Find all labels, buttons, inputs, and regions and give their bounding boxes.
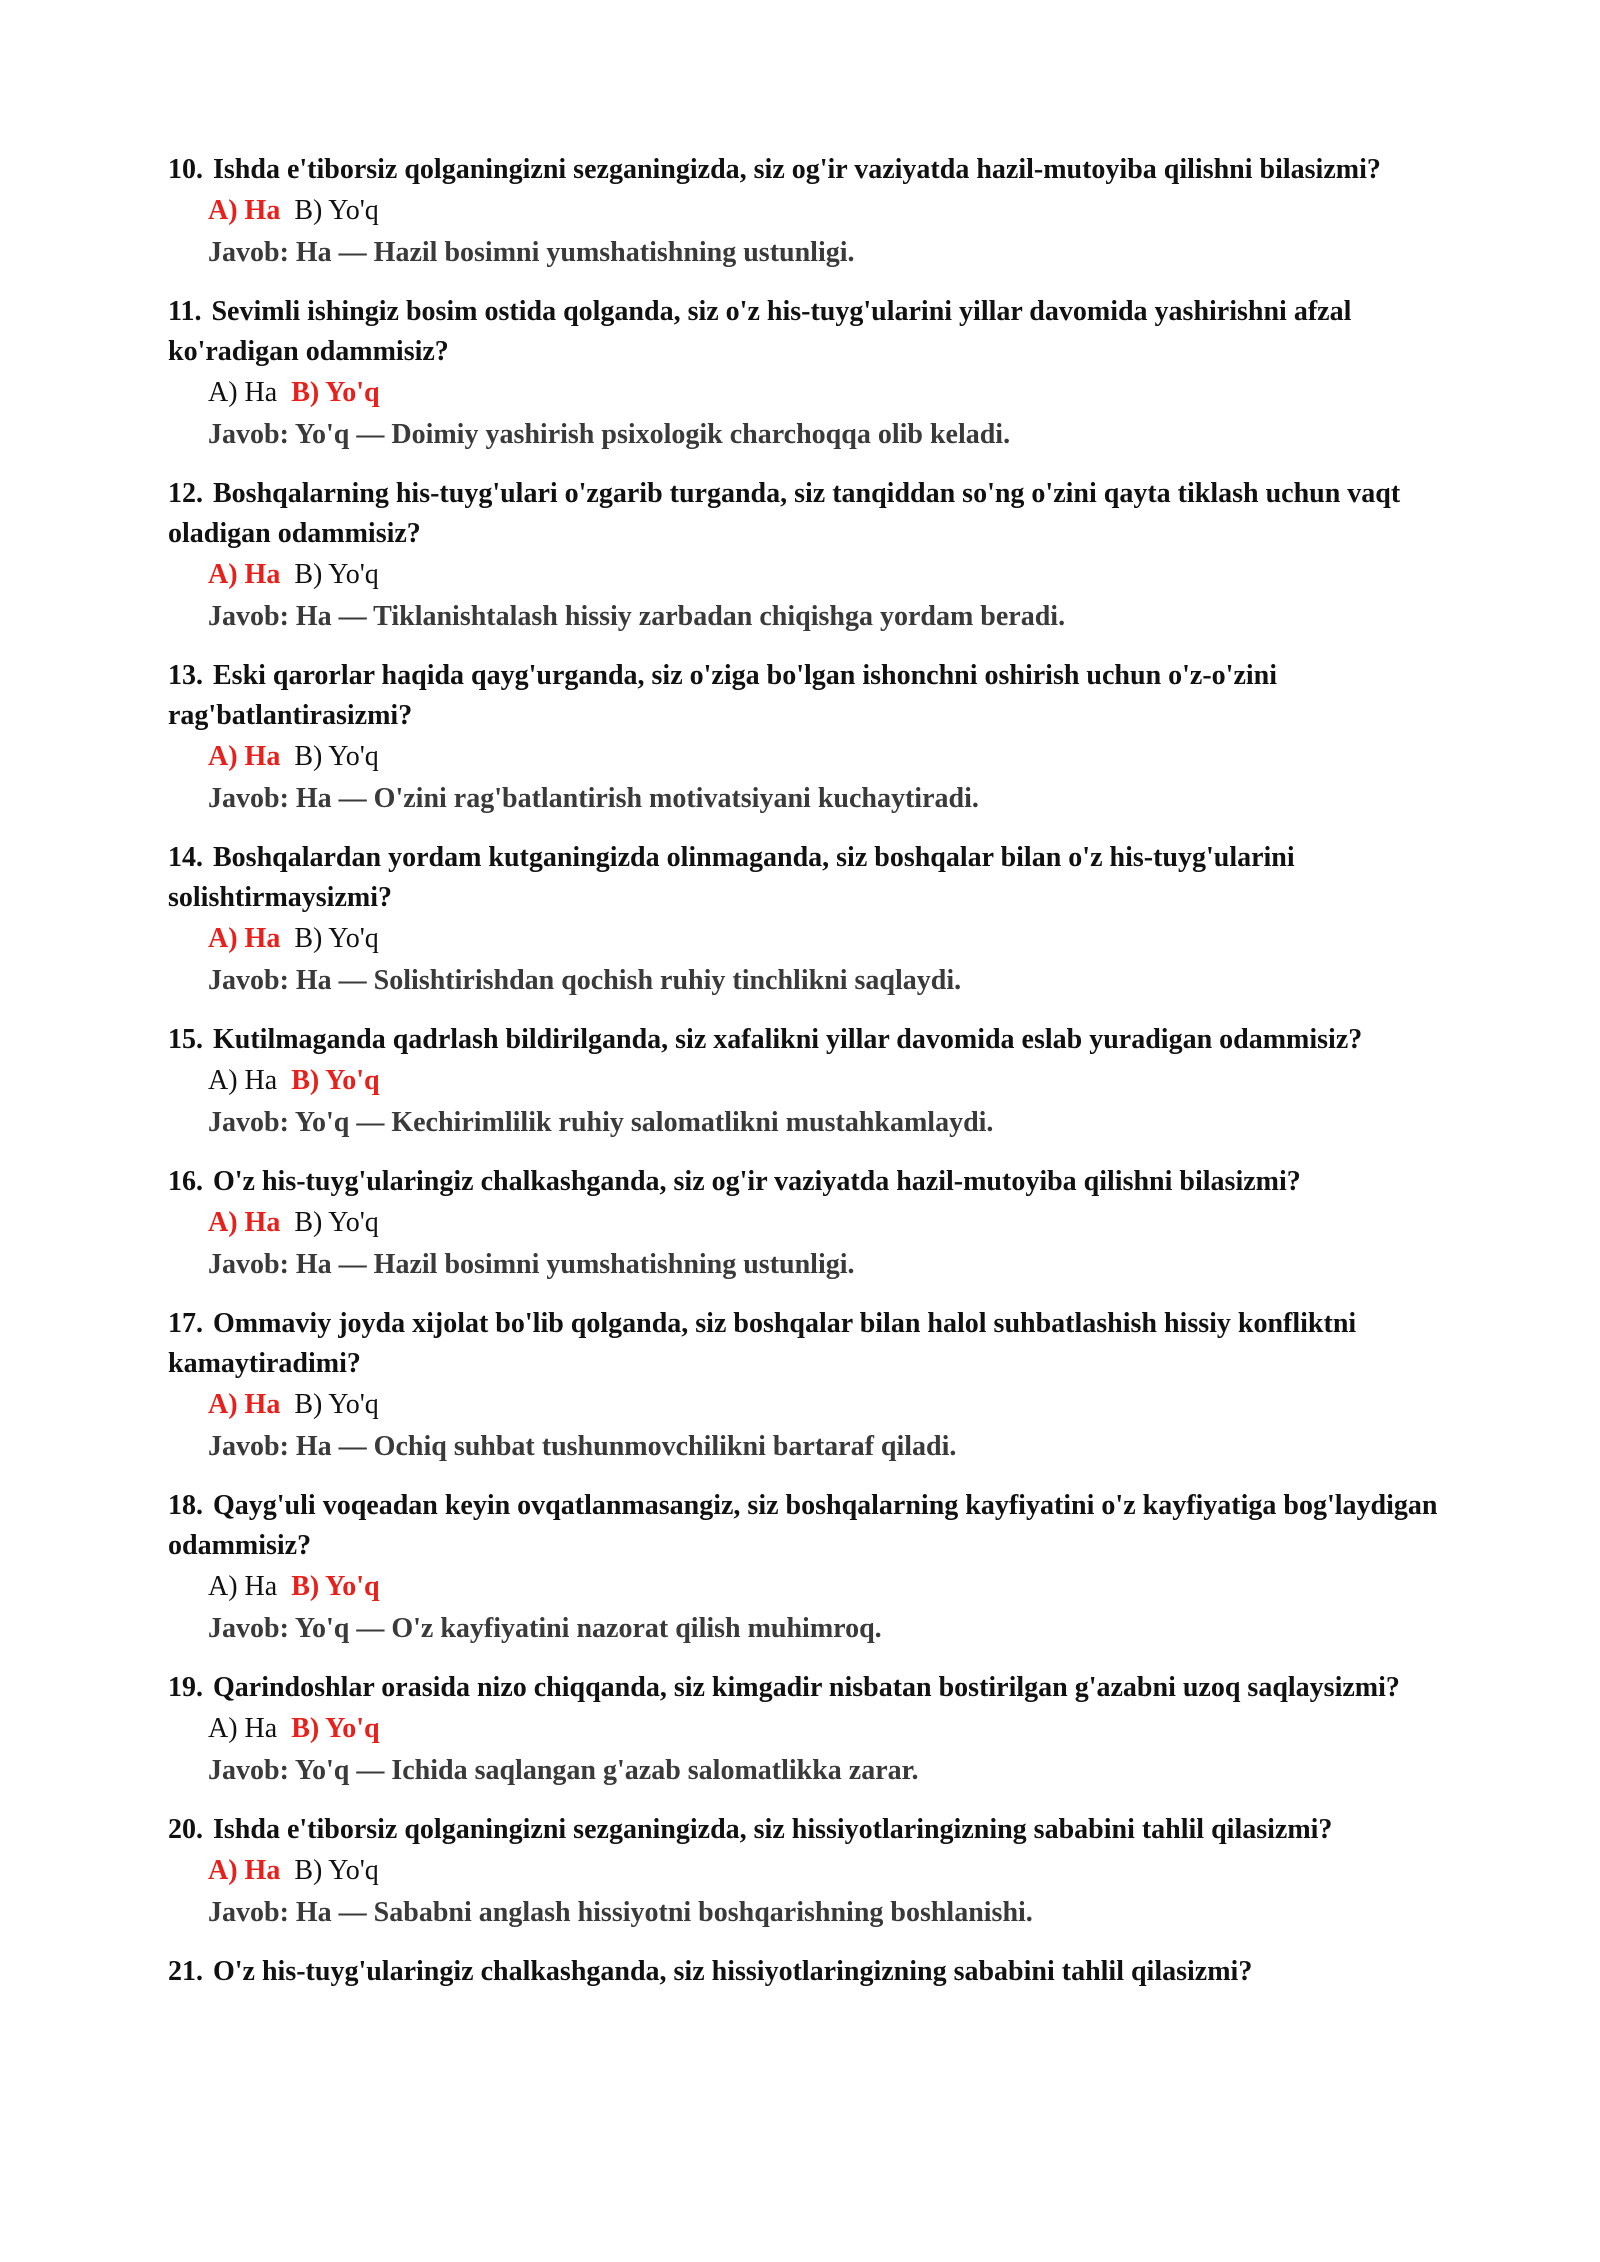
answer-options	[168, 918, 1440, 960]
question-text: 13. Eski qarorlar haqida qayg'urganda, siz o'ziga bo'lgan ishonchni oshirish uchun o'z-o'zini rag'batlantirasizmi?	[168, 660, 1278, 731]
answer-options	[168, 1384, 1440, 1426]
question-number: 17.	[168, 1308, 203, 1339]
question-number: 15.	[168, 1024, 203, 1055]
answer-explanation: Javob: Yo'q — Doimiy yashirish psixologik charchoqqa olib keladi.	[208, 419, 1011, 450]
question-text: 20. Ishda e'tiborsiz qolganingizni sezganingizda, siz hissiyotlaringizning sababini tahlil qilasizmi?	[168, 1814, 1333, 1845]
option-b: B) Yo'q	[294, 1207, 379, 1238]
option-b: B) Yo'q	[294, 1389, 379, 1420]
question-text: 19. Qarindoshlar orasida nizo chiqqanda, siz kimgadir nisbatan bostirilgan g'azabni uzoq saqlaysizmi?	[168, 1672, 1400, 1703]
question-text: 16. O'z his-tuyg'ularingiz chalkashganda, siz og'ir vaziyatda hazil-mutoyiba qilishni bilasizmi?	[168, 1166, 1301, 1197]
question-text: 15. Kutilmaganda qadrlash bildirilganda, siz xafalikni yillar davomida eslab yuradigan odammisiz?	[168, 1024, 1363, 1055]
question-item	[168, 1952, 1440, 1992]
option-b: B) Yo'q	[294, 559, 379, 590]
answer-explanation: Javob: Yo'q — Ichida saqlangan g'azab salomatlikka zarar.	[208, 1755, 919, 1786]
answer-prefix: Javob:	[208, 1897, 289, 1928]
question-number: 12.	[168, 478, 203, 509]
answer-explanation: Javob: Ha — Hazil bosimni yumshatishning ustunligi.	[208, 1249, 855, 1280]
question-text: 12. Boshqalarning his-tuyg'ulari o'zgarib turganda, siz tanqiddan so'ng o'zini qayta tiklash uchun vaqt oladigan odammisiz?	[168, 478, 1401, 549]
answer-options	[168, 554, 1440, 596]
answer-options	[168, 1708, 1440, 1750]
answer-prefix: Javob:	[208, 783, 289, 814]
question-number: 21.	[168, 1956, 203, 1987]
question-text: 21. O'z his-tuyg'ularingiz chalkashganda, siz hissiyotlaringizning sababini tahlil qilasizmi?	[168, 1956, 1253, 1987]
question-item	[168, 292, 1440, 456]
option-a: A) Ha	[208, 195, 281, 226]
question-text: 18. Qayg'uli voqeadan keyin ovqatlanmasangiz, siz boshqalarning kayfiyatini o'z kayfiyatiga bog'laydigan odammisiz?	[168, 1490, 1438, 1561]
question-text: 10. Ishda e'tiborsiz qolganingizni sezganingizda, siz og'ir vaziyatda hazil-mutoyiba qilishni bilasizmi?	[168, 154, 1381, 185]
option-b: B) Yo'q	[291, 1571, 380, 1602]
question-item	[168, 838, 1440, 1002]
question-item	[168, 1162, 1440, 1286]
question-number: 13.	[168, 660, 203, 691]
option-a: A) Ha	[208, 1855, 281, 1886]
answer-explanation: Javob: Ha — Ochiq suhbat tushunmovchilikni bartaraf qiladi.	[208, 1431, 957, 1462]
answer-explanation: Javob: Yo'q — O'z kayfiyatini nazorat qilish muhimroq.	[208, 1613, 882, 1644]
question-item	[168, 1486, 1440, 1650]
answer-options	[168, 1060, 1440, 1102]
question-text: 11. Sevimli ishingiz bosim ostida qolganda, siz o'z his-tuyg'ularini yillar davomida yashirishni afzal ko'radigan odammisiz?	[168, 296, 1352, 367]
question-item	[168, 1020, 1440, 1144]
option-a: A) Ha	[208, 1065, 278, 1096]
option-b: B) Yo'q	[294, 1855, 379, 1886]
option-a: A) Ha	[208, 923, 281, 954]
answer-prefix: Javob:	[208, 1431, 289, 1462]
option-b: B) Yo'q	[291, 1065, 380, 1096]
question-number: 14.	[168, 842, 203, 873]
question-item	[168, 474, 1440, 638]
answer-prefix: Javob:	[208, 1249, 289, 1280]
option-b: B) Yo'q	[294, 195, 379, 226]
option-b: B) Yo'q	[294, 923, 379, 954]
question-item	[168, 1668, 1440, 1792]
question-text: 14. Boshqalardan yordam kutganingizda olinmaganda, siz boshqalar bilan o'z his-tuyg'ularini solishtirmaysizmi?	[168, 842, 1295, 913]
question-number: 11.	[168, 296, 202, 327]
option-a: A) Ha	[208, 1389, 281, 1420]
answer-explanation: Javob: Yo'q — Kechirimlilik ruhiy salomatlikni mustahkamlaydi.	[208, 1107, 994, 1138]
answer-options	[168, 1850, 1440, 1892]
answer-options	[168, 190, 1440, 232]
answer-explanation: Javob: Ha — Hazil bosimni yumshatishning ustunligi.	[208, 237, 855, 268]
option-a: A) Ha	[208, 1571, 278, 1602]
answer-options	[168, 1202, 1440, 1244]
option-a: A) Ha	[208, 741, 281, 772]
answer-prefix: Javob:	[208, 1107, 289, 1138]
option-a: A) Ha	[208, 1713, 278, 1744]
option-b: B) Yo'q	[291, 377, 380, 408]
question-text: 17. Ommaviy joyda xijolat bo'lib qolganda, siz boshqalar bilan halol suhbatlashish hissiy konfliktni kamaytiradimi?	[168, 1308, 1357, 1379]
option-a: A) Ha	[208, 1207, 281, 1238]
answer-explanation: Javob: Ha — Tiklanishtalash hissiy zarbadan chiqishga yordam beradi.	[208, 601, 1066, 632]
answer-explanation: Javob: Ha — O'zini rag'batlantirish motivatsiyani kuchaytiradi.	[208, 783, 979, 814]
question-number: 19.	[168, 1672, 203, 1703]
answer-explanation: Javob: Ha — Solishtirishdan qochish ruhiy tinchlikni saqlaydi.	[208, 965, 962, 996]
option-b: B) Yo'q	[291, 1713, 380, 1744]
question-item	[168, 1810, 1440, 1934]
question-number: 18.	[168, 1490, 203, 1521]
answer-options	[168, 372, 1440, 414]
question-item	[168, 1304, 1440, 1468]
option-a: A) Ha	[208, 377, 278, 408]
answer-prefix: Javob:	[208, 1613, 289, 1644]
option-a: A) Ha	[208, 559, 281, 590]
question-number: 16.	[168, 1166, 203, 1197]
question-item	[168, 656, 1440, 820]
answer-prefix: Javob:	[208, 601, 289, 632]
answer-options	[168, 736, 1440, 778]
answer-options	[168, 1566, 1440, 1608]
question-number: 20.	[168, 1814, 203, 1845]
option-b: B) Yo'q	[294, 741, 379, 772]
answer-prefix: Javob:	[208, 965, 289, 996]
question-item	[168, 150, 1440, 274]
answer-prefix: Javob:	[208, 237, 289, 268]
answer-prefix: Javob:	[208, 1755, 289, 1786]
question-number: 10.	[168, 154, 203, 185]
answer-prefix: Javob:	[208, 419, 289, 450]
answer-explanation: Javob: Ha — Sababni anglash hissiyotni boshqarishning boshlanishi.	[208, 1897, 1033, 1928]
